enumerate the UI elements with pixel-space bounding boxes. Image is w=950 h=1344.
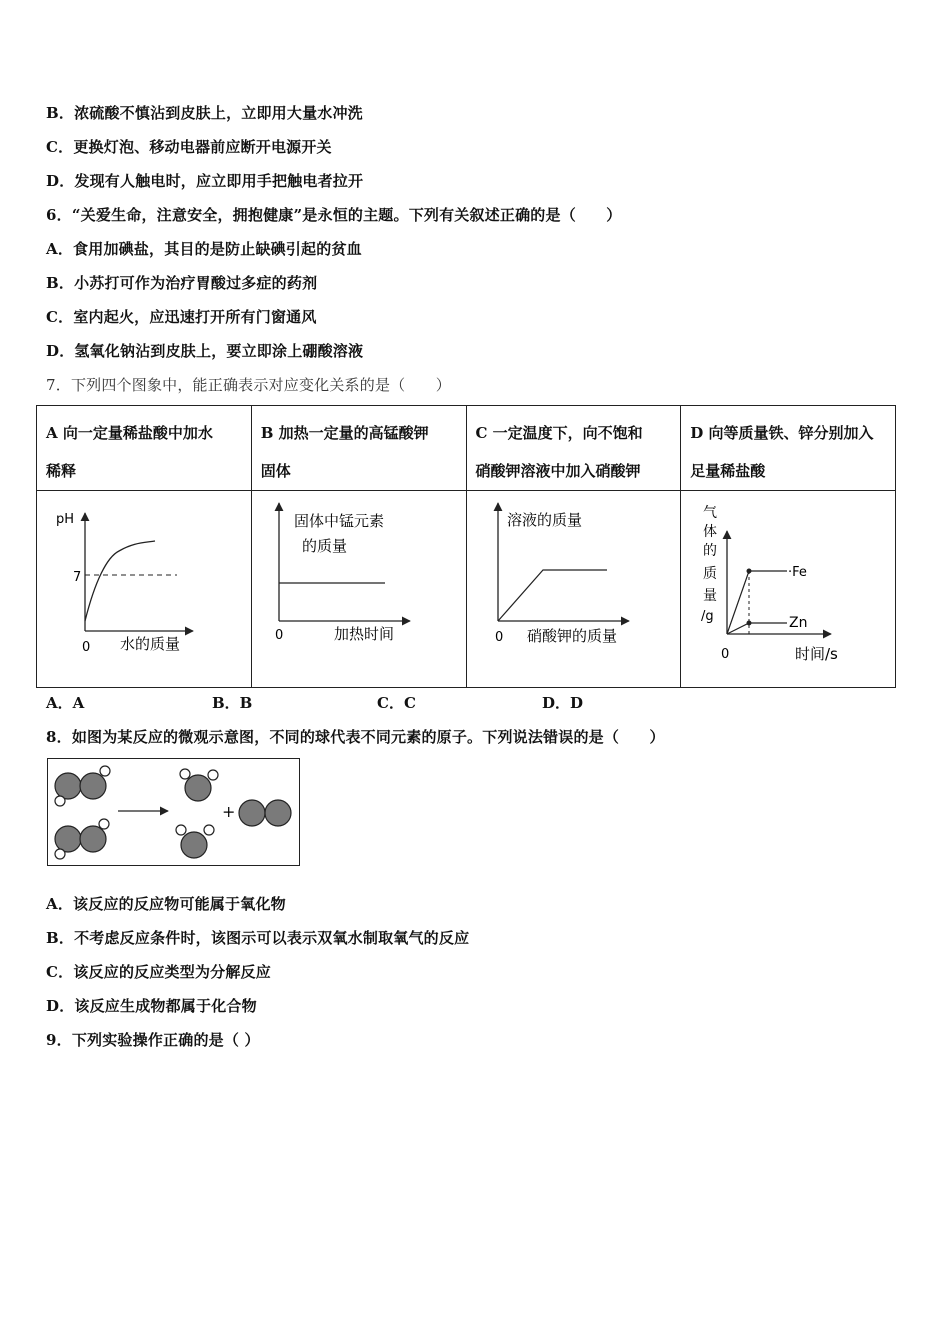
q7-header-b: B 加热一定量的高锰酸钾 固体 <box>251 406 466 491</box>
q7-stem: 7．下列四个图象中，能正确表示对应变化关系的是（ ） <box>46 376 451 394</box>
q6-option-a: A．食用加碘盐，其目的是防止缺碘引起的贫血 <box>46 240 362 258</box>
graph-a-ylabel: pH <box>56 512 75 527</box>
plus-sign: + <box>222 802 236 821</box>
q5-option-c: C．更换灯泡、移动电器前应断开电源开关 <box>46 138 332 156</box>
q7-graph-table <box>36 405 896 688</box>
graph-c-xlabel: 硝酸钾的质量 <box>526 627 617 645</box>
graph-d-fe-line <box>727 571 787 634</box>
q6-option-b: B．小苏打可作为治疗胃酸过多症的药剂 <box>46 274 318 292</box>
graph-d-ylabel-0: 气 <box>703 505 718 521</box>
graph-d-ylabel-5: /g <box>701 609 714 624</box>
product-oxygen-molecule <box>239 800 291 826</box>
graph-a-ref-label: 7 <box>73 570 82 585</box>
graph-d-ylabel-3: 质 <box>703 566 718 582</box>
q6-stem: 6．“关爱生命，注意安全，拥抱健康”是永恒的主题。下列有关叙述正确的是（ ） <box>46 206 622 224</box>
q7-graph-d <box>681 491 896 688</box>
q8-option-c: C．该反应的反应类型为分解反应 <box>46 963 271 981</box>
reactant-molecule-2 <box>55 819 109 859</box>
graph-d-xlabel: 时间/s <box>795 645 839 663</box>
q7-option-b: B．B <box>212 694 253 712</box>
q7-header-d: D 向等质量铁、锌分别加入 足量稀盐酸 <box>681 406 896 491</box>
graph-d-fe-label: ·Fe <box>788 565 808 580</box>
graph-b-ylabel-1: 固体中锰元素 <box>293 512 384 530</box>
graph-d-zn-point <box>747 621 752 626</box>
q7-header-c: C 一定温度下，向不饱和 硝酸钾溶液中加入硝酸钾 <box>466 406 681 491</box>
graph-d-zn-label: Zn <box>789 615 808 631</box>
graph-d-origin: 0 <box>721 647 730 662</box>
q7-header-a: A 向一定量稀盐酸中加水 稀释 <box>37 406 252 491</box>
q6-option-c: C．室内起火，应迅速打开所有门窗通风 <box>46 308 317 326</box>
q7-graph-c <box>466 491 681 688</box>
q7-graph-a <box>37 491 252 688</box>
graph-c-origin: 0 <box>494 630 503 645</box>
q8-stem: 8．如图为某反应的微观示意图，不同的球代表不同元素的原子。下列说法错误的是（ ） <box>46 728 665 746</box>
graph-a-curve <box>85 541 155 621</box>
q5-option-b: B．浓硫酸不慎沾到皮肤上，立即用大量水冲洗 <box>46 104 363 122</box>
q6-option-d: D．氢氧化钠沾到皮肤上，要立即涂上硼酸溶液 <box>46 342 364 360</box>
q7-option-c: C．C <box>377 694 416 712</box>
product-water-1 <box>180 769 218 801</box>
q8-option-a: A．该反应的反应物可能属于氧化物 <box>46 895 286 913</box>
product-water-2 <box>176 825 214 858</box>
q7-option-a: A．A <box>46 694 85 712</box>
q9-stem: 9．下列实验操作正确的是（ ） <box>46 1031 260 1049</box>
q7-graph-b <box>251 491 466 688</box>
q8-option-d: D．该反应生成物都属于化合物 <box>46 997 257 1015</box>
graph-c-ylabel: 溶液的质量 <box>506 511 582 529</box>
q8-option-b: B．不考虑反应条件时，该图示可以表示双氧水制取氧气的反应 <box>46 929 470 947</box>
graph-d-ylabel-4: 量 <box>703 588 718 604</box>
q8-reaction-diagram <box>47 758 300 866</box>
q5-option-d: D．发现有人触电时，应立即用手把触电者拉开 <box>46 172 364 190</box>
graph-c-line <box>498 570 607 621</box>
graph-d-ylabel-1: 体 <box>703 524 718 540</box>
graph-a-origin: 0 <box>82 640 91 655</box>
graph-d-zn-line <box>727 623 787 634</box>
graph-a-xlabel: 水的质量 <box>120 635 181 653</box>
graph-b-ylabel-2: 的质量 <box>301 537 347 555</box>
q7-option-d: D．D <box>542 694 584 712</box>
graph-d-fe-point <box>747 569 752 574</box>
reactant-molecule-1 <box>55 766 110 806</box>
graph-b-xlabel: 加热时间 <box>333 625 394 643</box>
graph-d-ylabel-2: 的 <box>703 543 718 559</box>
graph-b-origin: 0 <box>274 628 284 643</box>
